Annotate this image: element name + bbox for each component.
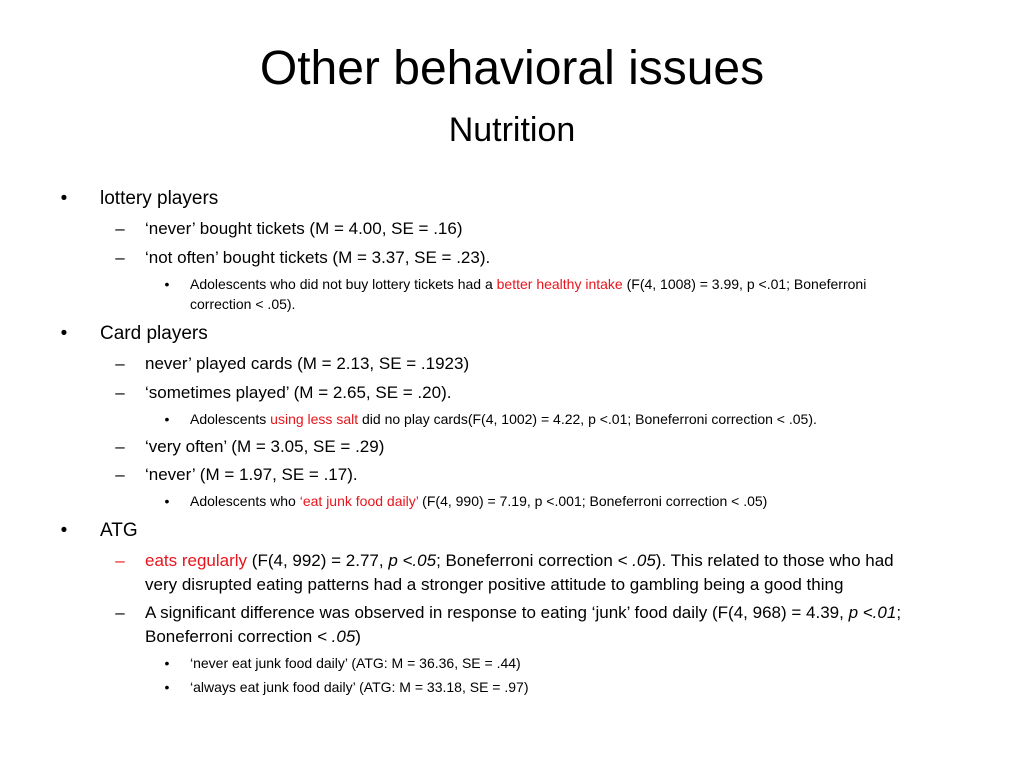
- subbullet-text: ‘very often’ (M = 3.05, SE = .29): [145, 437, 385, 456]
- highlight-text: better healthy intake: [496, 276, 623, 292]
- subbullet-text-line2: very disrupted eating patterns had a stronger positive attitude to gambling being a good thing: [145, 575, 844, 594]
- text-part: ): [355, 627, 361, 646]
- note-text-part: did no play cards(F(4, 1002) = 4.22, p <.01; Boneferroni correction < .05).: [358, 411, 817, 427]
- text-part: (F(4, 992) = 2.77,: [247, 551, 389, 570]
- bullet-marker: •: [60, 188, 68, 209]
- note-text-part: Adolescents: [190, 411, 271, 427]
- note-text: [190, 409, 817, 429]
- dash-marker: –: [115, 437, 125, 456]
- note-text-part: (F(4, 1008) = 3.99, p <.01; Boneferroni: [622, 276, 867, 292]
- subbullet-text: never’ played cards (M = 2.13, SE = .1923): [145, 354, 470, 373]
- note-text-part: Adolescents who did not buy lottery tickets had a: [190, 276, 497, 292]
- dash-marker: –: [115, 383, 125, 402]
- dash-marker: –: [115, 354, 125, 373]
- highlight-text: ‘eat junk food daily’: [299, 493, 419, 509]
- bullet-marker: •: [164, 655, 170, 671]
- text-part: Boneferroni correction: [145, 627, 317, 646]
- bullet-text: Card players: [100, 323, 208, 344]
- subbullet-text: ‘not often’ bought tickets (M = 3.37, SE = .23).: [145, 248, 491, 267]
- bullet-marker: •: [164, 411, 170, 427]
- bullet-marker: •: [60, 323, 68, 344]
- subbullet-text: ‘never’ bought tickets (M = 4.00, SE = .16): [145, 219, 463, 238]
- note-text-part: (F(4, 990) = 7.19, p <.001; Boneferroni correction < .05): [418, 493, 768, 509]
- dash-marker: –: [115, 248, 125, 267]
- subbullet-text: [145, 549, 894, 573]
- subbullet-text: ‘sometimes played’ (M = 2.65, SE = .20).: [145, 383, 452, 402]
- bullet-text: ATG: [100, 520, 138, 541]
- subbullet-text: ‘never’ (M = 1.97, SE = .17).: [145, 465, 358, 484]
- note-text: [190, 274, 866, 294]
- dash-marker: –: [115, 219, 125, 238]
- dash-marker: –: [115, 551, 125, 570]
- bullet-marker: •: [164, 493, 170, 509]
- note-text: [190, 491, 767, 511]
- subbullet-text: [145, 601, 901, 625]
- note-text-line2: correction < .05).: [190, 296, 296, 312]
- bullet-marker: •: [164, 276, 170, 292]
- bullet-marker: •: [164, 679, 170, 695]
- subbullet-text-line2: [145, 625, 361, 649]
- dash-marker: –: [115, 603, 125, 622]
- bullet-marker: •: [60, 520, 68, 541]
- p-value: p <.01: [848, 603, 897, 622]
- text-part: ;: [896, 603, 902, 622]
- correction-value: < .05: [617, 551, 656, 570]
- correction-value: < .05: [316, 627, 356, 646]
- note-text: ‘always eat junk food daily’ (ATG: M = 33.18, SE = .97): [190, 679, 529, 695]
- text-part: A significant difference was observed in response to eating ‘junk’ food daily (F(4, 968) = 4.39,: [145, 603, 849, 622]
- text-part: ). This related to those who had: [655, 551, 894, 570]
- highlight-text: eats regularly: [145, 551, 248, 570]
- highlight-text: using less salt: [270, 411, 359, 427]
- text-part: ; Boneferroni correction: [436, 551, 618, 570]
- dash-marker: –: [115, 465, 125, 484]
- note-text: ‘never eat junk food daily’ (ATG: M = 36.36, SE = .44): [190, 655, 521, 671]
- slide-subtitle: Nutrition: [448, 111, 576, 149]
- note-text-part: Adolescents who: [190, 493, 300, 509]
- slide-title: Other behavioral issues: [259, 42, 765, 95]
- bullet-text: lottery players: [100, 188, 219, 209]
- p-value: p <.05: [388, 551, 437, 570]
